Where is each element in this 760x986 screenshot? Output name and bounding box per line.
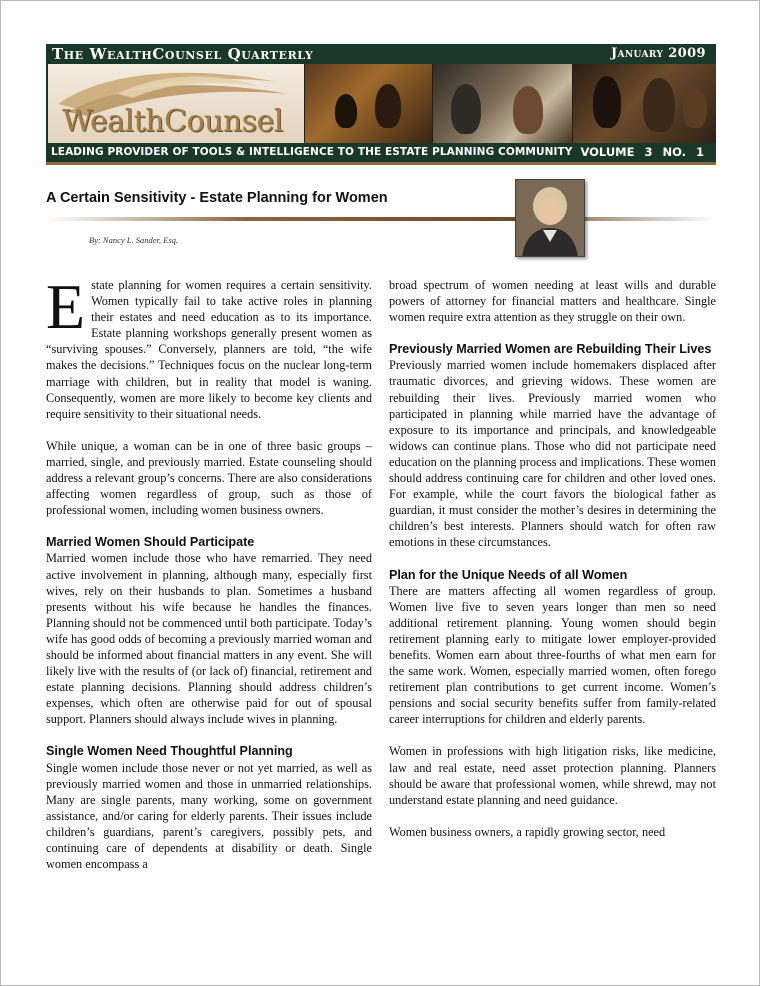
heading-previously-married: Previously Married Women are Rebuilding Their Lives [389, 342, 712, 357]
article-byline: By: Nancy L. Sander, Esq. [89, 235, 179, 245]
groups-paragraph: While unique, a woman can be in one of three basic groups – married, single, and previously married. Estate counseling should address a relevant group’s concerns. There are also considerations affecting women regardless of group, such as those of professional women, including women business owners. [46, 438, 372, 518]
unique-needs-paragraph: There are matters affecting all women regardless of group. Women live five to seven years longer than men so need additional retirement planning. Young women should begin retirement planning early to mitigate lower employer-provided benefits. Women earn about three-fourths of what men earn for the same work. Women, especially married women, often forego retirement plan contributions to get current income. Women’s pensions and social security benefits suffer from family-related career interruptions for children and elderly parents. [389, 583, 716, 727]
previously-married-paragraph: Previously married women include homemakers displaced after traumatic divorces, and grieving widows. These women are rebuilding their lives. Previously married women who participated in planning while married have the advantage of exposure to its importance and principals, and knowledgeable widows can continue plans. Those who did not participate need education on the planning process and implications. These women should address continuing care for children and other loved ones. For example, while the court favors the biological father as guardian, it must consider the mother’s desires in determining the children’s best interests. Planners should watch for often raw emotions in these circumstances. [389, 358, 716, 550]
intro-text: state planning for women requires a certain sensitivity. Women typically fail to take active roles in planning their estates and need education as to its importance. Estate planning workshops generally present women as “surviving spouses.” Conversely, planners are told, “the wife makes the decisions.” Techniques focus on the nuclear long-term marriage with children, but in reality that model is waning. Consequently, women are more likely to become key clients and require sensitivity to their situational needs. [46, 278, 372, 421]
business-owners-paragraph: Women business owners, a rapidly growing sector, need [389, 824, 666, 839]
masthead-tagline: LEADING PROVIDER OF TOOLS & INTELLIGENCE TO THE ESTATE PLANNING COMMUNITY [51, 146, 573, 158]
issue-date: January 2009 [610, 46, 706, 61]
married-women-paragraph: Married women include those who have remarried. They need active involvement in planning, although many, especially first wives, rely on their husbands to plan. Sometimes a husband presents without his wife because he handles the finances. Planning should not be commenced until both participate. Today’s wife has good odds of becoming a previously married woman and should be informed about financial matters in any event. She will likely live with the results of (or lack of) financial, retirement and estate planning decisions. Planning should address children’s expenses, which often are otherwise paid for out of spousal support. Planners should always include wives in planning. [46, 551, 372, 727]
masthead-photo-meeting [432, 64, 572, 143]
author-portrait-illustration [516, 180, 584, 256]
article-left-column [46, 271, 372, 888]
masthead-photo-library [304, 64, 432, 143]
newsletter-title: The WealthCounsel Quarterly [52, 45, 314, 63]
wealthcounsel-logo [46, 64, 306, 143]
masthead [46, 44, 716, 162]
logo-wordmark: WealthCounsel [62, 104, 283, 139]
article-title: A Certain Sensitivity - Estate Planning for Women [46, 190, 388, 206]
volume-number: VOLUME 3 NO. 1 [580, 145, 704, 159]
heading-married-women: Married Women Should Participate [46, 535, 255, 550]
title-divider [46, 217, 716, 221]
masthead-bottom-bar [46, 143, 716, 165]
heading-unique-needs: Plan for the Unique Needs of all Women [389, 567, 628, 582]
author-portrait [515, 179, 585, 257]
masthead-photo-office [572, 64, 716, 143]
heading-single-women: Single Women Need Thoughtful Planning [46, 744, 293, 759]
article-right-column [389, 277, 716, 856]
intro-paragraph [46, 271, 372, 422]
professions-paragraph: Women in professions with high litigation risks, like medicine, law and real estate, need asset protection planning. Planners should be aware that professional women, while shrewd, may not understand estate planning and need guidance. [389, 744, 716, 807]
masthead-top-bar [46, 44, 716, 64]
drop-cap: E [46, 271, 86, 342]
masthead-photo-strip [304, 64, 716, 143]
single-women-paragraph: Single women include those never or not yet married, as well as previously married women and those in unmarried relationships. Many are single parents, many working, some on government assistance, and/or caring for elderly parents. Their issues include children’s guardians, parent’s caregivers, possibly pets, and continuing care of dependents at disability or death. Single women encompass a [46, 760, 372, 872]
single-women-continued: broad spectrum of women needing at least wills and durable powers of attorney for financial matters and healthcare. Single women require extra attention as they struggle on their own. [389, 278, 716, 325]
